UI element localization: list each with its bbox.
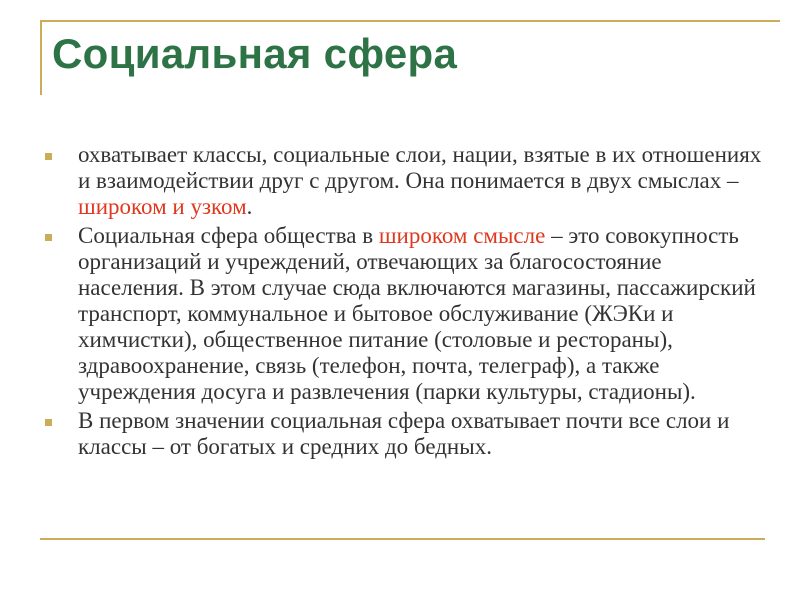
bullet-item-3 — [45, 408, 765, 460]
bullet-2-text-end: – это совокупность организаций и учреждений, отвечающих за благосостояние населения. В этом случае сюда включаются магазины, пассажирский транспорт, коммунальное и бытовое обслуживание (ЖЭКи и химчистки), общественное питание (столовые и рестораны), здравоохранение, связь (телефон, почта, телеграф), а также учреждения досуга и развлечения (парки культуры, стадионы). — [78, 223, 756, 404]
title-left-rule — [40, 20, 42, 95]
bullet-item-2 — [45, 223, 765, 405]
bullet-1-highlight: широком и узком — [78, 194, 247, 219]
bullet-1-end: . — [246, 194, 253, 219]
bullet-2-highlight: широком смысле — [378, 223, 546, 248]
bullet-1-text: охватывает классы, социальные слои, нации, взятые в их отношениях и взаимодействии друг с другом. Она понимается в двух смыслах – — [78, 142, 762, 193]
bottom-rule — [40, 538, 765, 540]
square-bullet-icon — [45, 234, 52, 241]
slide-title: Социальная сфера — [52, 30, 458, 77]
bullet-item-1 — [45, 142, 765, 220]
title-top-rule — [40, 20, 780, 22]
square-bullet-icon — [45, 153, 52, 160]
bullet-3-text: В первом значении социальная сфера охватывает почти все слои и классы – от богатых и средних до бедных. — [78, 408, 730, 459]
square-bullet-icon — [45, 419, 52, 426]
slide-content — [45, 142, 765, 463]
bullet-2-text-start: Социальная сфера общества в — [78, 223, 379, 248]
